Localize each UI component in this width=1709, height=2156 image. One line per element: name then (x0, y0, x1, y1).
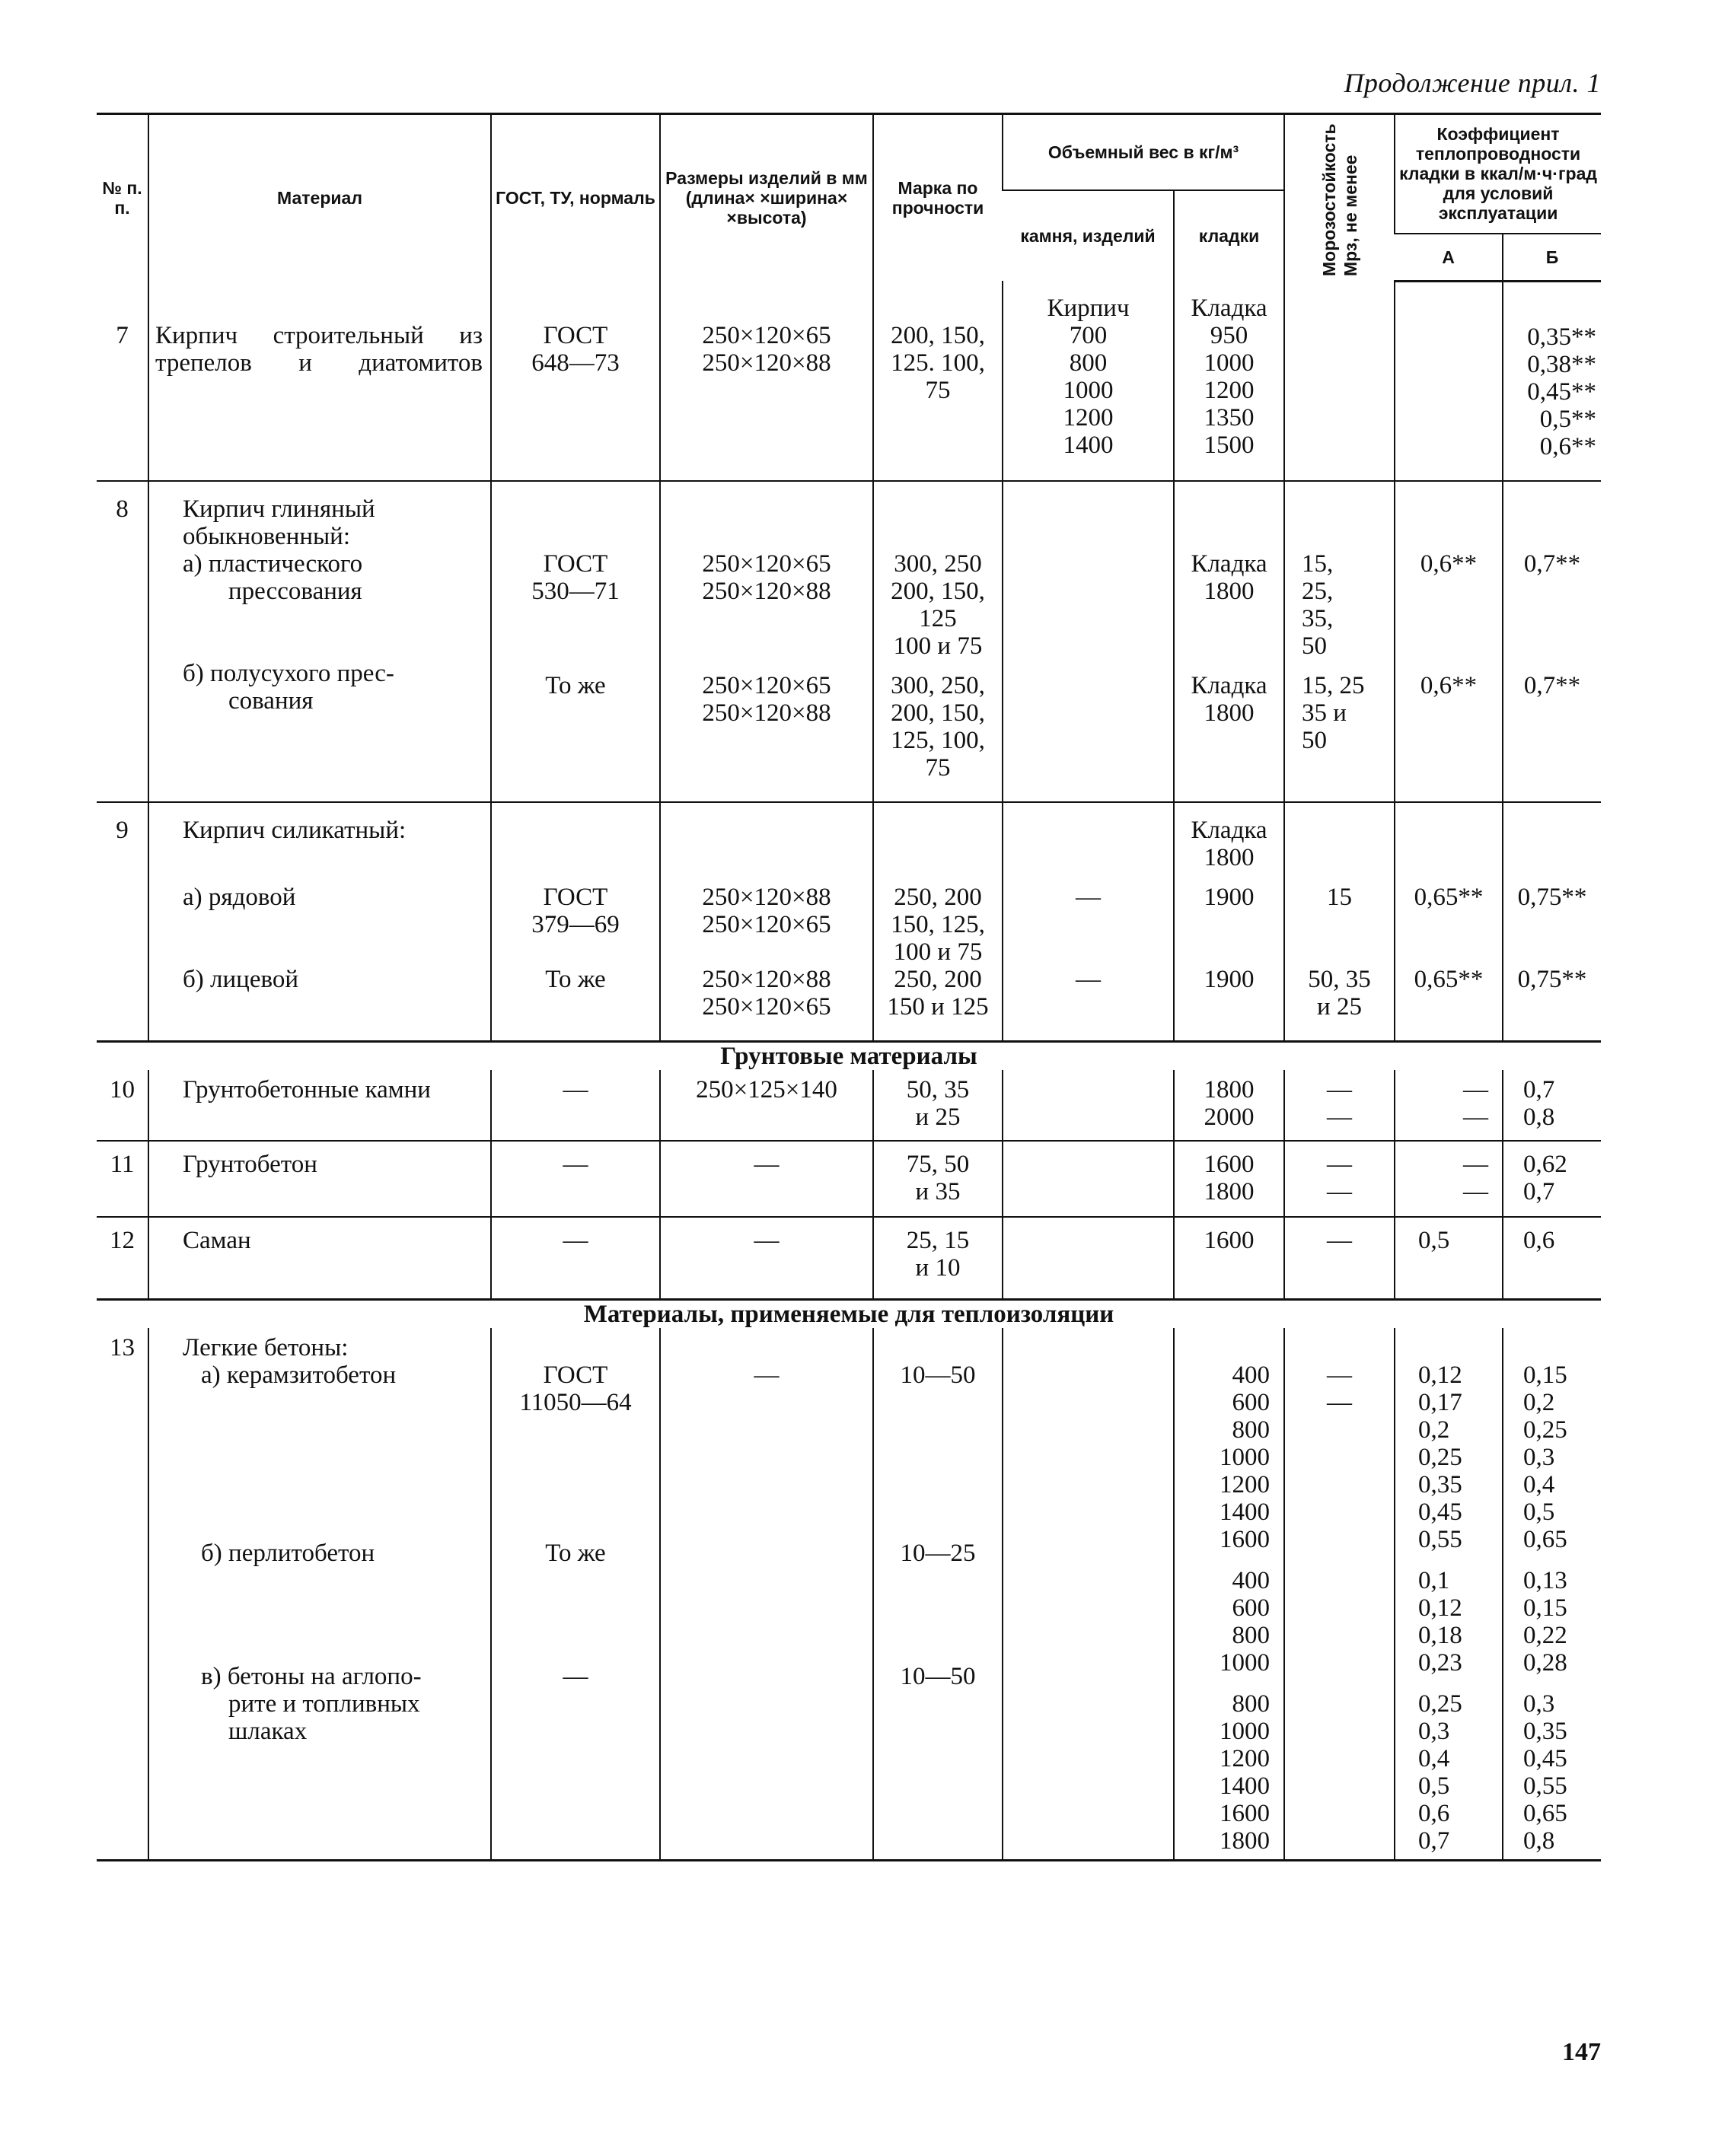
coef-b: 0,13 (1523, 1566, 1567, 1594)
masonry-weight: 800 (1232, 1689, 1271, 1718)
masonry-weight: 1600 (1220, 1799, 1271, 1827)
grade: и 10 (915, 1253, 961, 1282)
grade: 150 и 125 (887, 992, 989, 1021)
coef-b: 0,45 (1523, 1744, 1567, 1772)
table-row (97, 481, 1601, 802)
row-num: 9 (116, 816, 129, 844)
grade: 125, 100, (891, 726, 985, 754)
coef-b: 0,8 (1523, 1103, 1555, 1131)
grade: 125. 100, (891, 349, 985, 377)
material-name: Кирпич глиняный обыкновенный: (183, 495, 375, 550)
grade: 150, 125, (891, 910, 985, 938)
coef-b: 0,35 (1523, 1717, 1567, 1745)
coef-b: 0,7 (1523, 1075, 1555, 1103)
coef-a: 0,3 (1418, 1717, 1450, 1745)
stone-weight: — (1076, 965, 1101, 993)
coef-b: 0,7 (1523, 1177, 1555, 1205)
frost: 15 (1327, 883, 1353, 911)
header-weight-masonry: кладки (1174, 190, 1284, 281)
coef-b: 0,4 (1523, 1470, 1555, 1498)
masonry-weight: 1800 (1204, 577, 1255, 605)
size: 250×120×88 (702, 577, 831, 605)
coef-b: 0,8 (1523, 1826, 1555, 1855)
frost: — (1327, 1177, 1353, 1205)
frost: 50 (1302, 726, 1328, 754)
header-weight: Объемный вес в кг/м³ (1003, 114, 1284, 191)
row-num: 12 (110, 1226, 135, 1254)
grade: 75, 50 (906, 1150, 970, 1178)
coef-b: 0,7** (1523, 549, 1581, 578)
masonry-weight: 800 (1232, 1621, 1271, 1649)
frost: — (1327, 1150, 1353, 1178)
coef-a: 0,45 (1418, 1498, 1462, 1526)
grade: 10—50 (900, 1662, 976, 1690)
gost: — (563, 1662, 588, 1690)
materials-table (97, 113, 1601, 1861)
header-frost-text: Морозостойкость Мрз, не менее (1318, 123, 1360, 276)
masonry-weight: Кладка (1191, 816, 1267, 844)
coef-a: — (1463, 1177, 1489, 1205)
material-name: Легкие бетоны: (183, 1333, 349, 1361)
grade: 100 и 75 (893, 632, 983, 660)
masonry-weight: 1800 (1220, 1826, 1271, 1855)
size: 250×120×88 (702, 349, 831, 377)
table-row (97, 1141, 1601, 1217)
grade: 250, 200 (894, 883, 982, 911)
masonry-weight: 1000 (1220, 1717, 1271, 1745)
subitem-label: а) рядовой (183, 883, 296, 911)
gost: — (563, 1075, 588, 1103)
row-num: 13 (110, 1333, 135, 1361)
stone-weight: 1400 (1063, 432, 1114, 459)
grade: 75 (925, 753, 951, 782)
grade: и 25 (915, 1103, 961, 1131)
size: 250×125×140 (696, 1075, 837, 1103)
table-row (97, 802, 1601, 1042)
frost: 50 (1302, 632, 1328, 660)
size: 250×120×65 (702, 992, 831, 1021)
stone-weight: 800 (1069, 349, 1108, 377)
gost: — (563, 1226, 588, 1254)
coef-b: 0,45** (1527, 377, 1597, 406)
gost: 530—71 (531, 577, 620, 605)
masonry-weight: 1000 (1204, 349, 1255, 377)
size: 250×120×65 (702, 549, 831, 578)
size: — (754, 1361, 780, 1389)
subitem-label: б) лицевой (183, 965, 298, 993)
grade: 125 (919, 604, 957, 632)
gost: 648—73 (531, 349, 620, 377)
coef-a: — (1463, 1075, 1489, 1103)
masonry-weight: 1000 (1220, 1443, 1271, 1471)
frost: — (1327, 1075, 1353, 1103)
coef-a: 0,5 (1418, 1772, 1450, 1800)
coef-b: 0,55 (1523, 1772, 1567, 1800)
header-coef: Коэффициент теплопроводности кладки в ккал/м·ч·град для условий эксплуатации (1395, 114, 1601, 234)
header-coef-a: А (1395, 234, 1503, 282)
coef-a: 0,17 (1418, 1388, 1462, 1416)
masonry-weight: 1200 (1220, 1470, 1271, 1498)
header-coef-b: Б (1503, 234, 1601, 282)
coef-b: 0,2 (1523, 1388, 1555, 1416)
frost: — (1327, 1103, 1353, 1131)
coef-a: 0,23 (1418, 1648, 1462, 1677)
table-row (97, 1328, 1601, 1861)
coef-a: 0,25 (1418, 1443, 1462, 1471)
coef-b: 0,6 (1523, 1226, 1555, 1254)
masonry-weight: 1800 (1204, 1075, 1255, 1103)
masonry-weight: 1900 (1204, 883, 1255, 911)
grade: 50, 35 (906, 1075, 970, 1103)
coef-a: 0,6 (1418, 1799, 1450, 1827)
masonry-weight: 1500 (1204, 432, 1255, 459)
masonry-weight: Кладка (1191, 295, 1267, 322)
header-grade: Марка по прочности (873, 114, 1003, 282)
gost: То же (545, 1539, 606, 1567)
subitem-label: прессования (228, 577, 362, 605)
gost: ГОСТ (543, 322, 608, 349)
grade: 300, 250, (891, 671, 985, 699)
grade: 200, 150, (891, 322, 985, 349)
grade: 200, 150, (891, 699, 985, 727)
coef-a: 0,4 (1418, 1744, 1450, 1772)
coef-a: 0,5 (1418, 1226, 1450, 1254)
coef-a: 0,6** (1420, 549, 1478, 578)
masonry-weight: 600 (1232, 1594, 1271, 1622)
header-size: Размеры изделий в мм (длина× ×ширина× ×высота) (660, 114, 873, 282)
coef-a: 0,2 (1418, 1416, 1450, 1444)
grade: 100 и 75 (893, 938, 983, 966)
coef-b: 0,28 (1523, 1648, 1567, 1677)
subitem-label: рите и топливных (228, 1689, 420, 1718)
header-weight-stone: камня, изделий (1003, 190, 1174, 281)
gost: То же (545, 671, 606, 699)
coef-a: 0,12 (1418, 1361, 1462, 1389)
table-row (97, 1217, 1601, 1300)
frost: и 25 (1317, 992, 1362, 1021)
coef-a: 0,6** (1420, 671, 1478, 699)
masonry-weight: 1400 (1220, 1772, 1271, 1800)
section-heading: Грунтовые материалы (97, 1041, 1601, 1070)
masonry-weight: 1200 (1204, 377, 1255, 404)
material-name: Грунтобетон (183, 1150, 317, 1178)
coef-b: 0,7** (1523, 671, 1581, 699)
coef-b: 0,75** (1517, 965, 1587, 993)
masonry-weight: 950 (1210, 322, 1248, 349)
subitem-label: а) керамзитобетон (201, 1361, 397, 1389)
coef-a: 0,12 (1418, 1594, 1462, 1622)
table-row (97, 281, 1601, 481)
coef-a: 0,18 (1418, 1621, 1462, 1649)
masonry-weight: 1200 (1220, 1744, 1271, 1772)
coef-a: 0,55 (1418, 1525, 1462, 1553)
header-frost (1284, 114, 1395, 282)
frost: 35, (1302, 604, 1334, 632)
material-name: Кирпич силикатный: (183, 816, 407, 844)
masonry-weight: Кладка (1191, 549, 1267, 578)
coef-b: 0,15 (1523, 1594, 1567, 1622)
grade: 300, 250 (894, 549, 982, 578)
masonry-weight: 1350 (1204, 404, 1255, 432)
grade: и 35 (915, 1177, 961, 1205)
gost: 11050—64 (519, 1388, 632, 1416)
masonry-weight: 2000 (1204, 1103, 1255, 1131)
masonry-weight: 400 (1232, 1566, 1271, 1594)
stone-weight: 1000 (1063, 377, 1114, 404)
masonry-weight: 1400 (1220, 1498, 1271, 1526)
coef-a: 0,7 (1418, 1826, 1450, 1855)
row-num: 11 (110, 1150, 135, 1178)
page-number: 147 (1562, 2038, 1601, 2066)
grade: 10—50 (900, 1361, 976, 1389)
masonry-weight: Кладка (1191, 671, 1267, 699)
row-num: 7 (116, 322, 129, 349)
coef-b: 0,5 (1523, 1498, 1555, 1526)
gost: То же (545, 965, 606, 993)
gost: ГОСТ (543, 883, 608, 911)
section-heading: Материалы, применяемые для теплоизоляции (97, 1299, 1601, 1328)
coef-b: 0,62 (1523, 1150, 1567, 1178)
gost: ГОСТ (543, 549, 608, 578)
masonry-weight: 600 (1232, 1388, 1271, 1416)
frost: — (1327, 1226, 1353, 1254)
size: 250×120×88 (702, 965, 831, 993)
material-name: Саман (183, 1226, 251, 1254)
frost: 25, (1302, 577, 1334, 605)
material-name: Кирпич строительный из трепелов и диатомитов (155, 322, 483, 377)
coef-b: 0,22 (1523, 1621, 1567, 1649)
masonry-weight: 1900 (1204, 965, 1255, 993)
page-top-caption: Продолжение прил. 1 (1344, 68, 1601, 98)
frost: — (1327, 1361, 1353, 1389)
section-heading-row (97, 1041, 1601, 1070)
size: 250×120×88 (702, 883, 831, 911)
masonry-weight: 1800 (1204, 843, 1255, 871)
coef-b: 0,75** (1517, 883, 1587, 911)
size: 250×120×65 (702, 322, 831, 349)
masonry-weight: 1600 (1204, 1226, 1255, 1254)
header-material: Материал (148, 114, 491, 282)
coef-b: 0,6** (1539, 432, 1597, 460)
frost: 15, (1302, 549, 1334, 578)
masonry-weight: 400 (1232, 1361, 1271, 1389)
table-row (97, 1070, 1601, 1141)
masonry-weight: 800 (1232, 1416, 1271, 1444)
masonry-weight: 1800 (1204, 1177, 1255, 1205)
subitem-label: б) полусухого прес- (183, 659, 394, 687)
size: — (754, 1150, 780, 1178)
size: — (754, 1226, 780, 1254)
header-gost: ГОСТ, ТУ, нормаль (491, 114, 660, 282)
coef-b: 0,25 (1523, 1416, 1567, 1444)
stone-weight: — (1076, 883, 1101, 911)
coef-a: 0,65** (1414, 965, 1484, 993)
coef-b: 0,15 (1523, 1361, 1567, 1389)
subitem-label: шлаках (228, 1717, 308, 1745)
stone-weight: 1200 (1063, 404, 1114, 432)
grade: 75 (925, 377, 951, 404)
coef-a: 0,25 (1418, 1689, 1462, 1718)
coef-a: — (1463, 1150, 1489, 1178)
coef-b: 0,38** (1527, 350, 1597, 378)
frost: 35 и (1302, 699, 1347, 727)
coef-b: 0,65 (1523, 1525, 1567, 1553)
coef-a: 0,35 (1418, 1470, 1462, 1498)
masonry-weight: 1600 (1204, 1150, 1255, 1178)
coef-b: 0,65 (1523, 1799, 1567, 1827)
masonry-weight: 1000 (1220, 1648, 1271, 1677)
size: 250×120×65 (702, 910, 831, 938)
row-num: 10 (110, 1075, 135, 1103)
coef-b: 0,5** (1539, 405, 1597, 433)
material-name: Грунтобетонные камни (183, 1075, 431, 1103)
size: 250×120×65 (702, 671, 831, 699)
grade: 25, 15 (906, 1226, 970, 1254)
size: 250×120×88 (702, 699, 831, 727)
coef-b: 0,3 (1523, 1443, 1555, 1471)
subitem-label: б) перлитобетон (201, 1539, 375, 1567)
coef-a: — (1463, 1103, 1489, 1131)
frost: 15, 25 (1302, 671, 1365, 699)
subitem-label: а) пластического (183, 549, 363, 578)
coef-b: 0,35** (1527, 323, 1597, 351)
frost: — (1327, 1388, 1353, 1416)
stone-weight: Кирпич (1047, 295, 1130, 322)
masonry-weight: 1800 (1204, 699, 1255, 727)
coef-a: 0,1 (1418, 1566, 1450, 1594)
row-num: 8 (116, 495, 129, 523)
gost: ГОСТ (543, 1361, 608, 1389)
coef-b: 0,3 (1523, 1689, 1555, 1718)
subitem-label: сования (228, 686, 314, 715)
coef-a: 0,65** (1414, 883, 1484, 911)
header-num: № п. п. (102, 178, 142, 218)
grade: 10—25 (900, 1539, 976, 1567)
grade: 250, 200 (894, 965, 982, 993)
grade: 200, 150, (891, 577, 985, 605)
masonry-weight: 1600 (1220, 1525, 1271, 1553)
stone-weight: 700 (1069, 322, 1108, 349)
section-heading-row (97, 1299, 1601, 1328)
gost: 379—69 (531, 910, 620, 938)
subitem-label: в) бетоны на аглопо- (201, 1662, 422, 1690)
gost: — (563, 1150, 588, 1178)
frost: 50, 35 (1308, 965, 1371, 993)
